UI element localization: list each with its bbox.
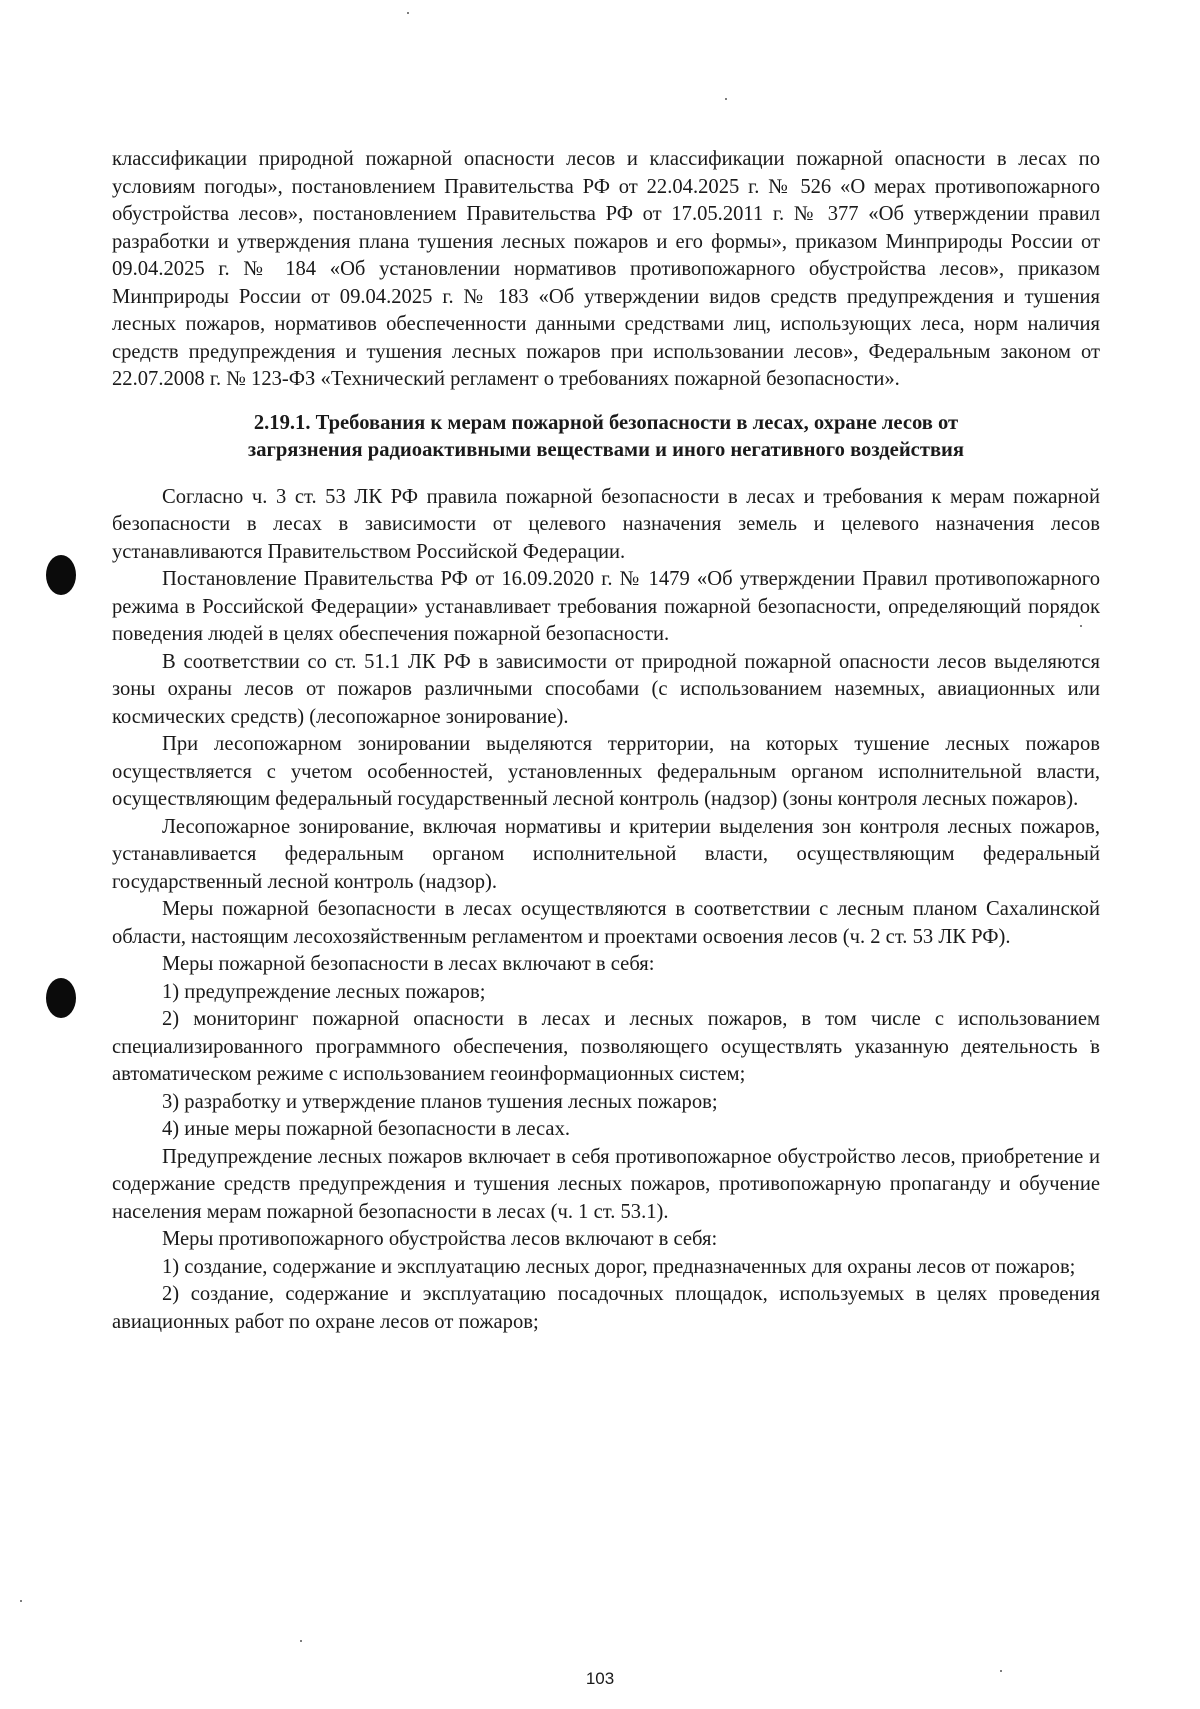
list-item: 4) иные меры пожарной безопасности в лесах. xyxy=(162,1118,571,1140)
list-item: 2) мониторинг пожарной опасности в лесах и лесных пожаров, в том числе с использованием специализированного программного обеспечения, позволяющего осуществлять указанную деятельность в автоматическом режиме с использованием геоинформационных систем; xyxy=(112,1008,1100,1085)
paragraph: В соответствии со ст. 51.1 ЛК РФ в зависимости от природной пожарной опасности лесов выделяются зоны охраны лесов от пожаров различными способами (с использованием наземных, авиационных или космических средств) (лесопожарное зонирование). xyxy=(112,650,1100,728)
section-heading-line: загрязнения радиоактивными веществами и иного негативного воздействия xyxy=(247,439,965,461)
list-item: 1) создание, содержание и эксплуатацию лесных дорог, предназначенных для охраны лесов от пожаров; xyxy=(162,1255,1076,1278)
list-item: 2) создание, содержание и эксплуатацию посадочных площадок, используемых в целях проведения авиационных работ по охране лесов от пожаров; xyxy=(112,1283,1100,1333)
paragraph: Меры пожарной безопасности в лесах включают в себя: xyxy=(162,953,655,975)
binder-hole xyxy=(46,978,76,1018)
section-heading xyxy=(112,410,1100,465)
list-item: 1) предупреждение лесных пожаров; xyxy=(162,980,486,1003)
binder-hole xyxy=(46,555,76,595)
document-body xyxy=(112,146,1100,1336)
scan-speck xyxy=(725,98,727,100)
page-number: 103 xyxy=(585,1669,615,1688)
paragraph: Предупреждение лесных пожаров включает в себя противопожарное обустройство лесов, приобретение и содержание средств предупреждения и тушения лесных пожаров, противопожарную пропаганду и обучение населения мерам пожарной безопасности в лесах (ч. 1 ст. 53.1). xyxy=(112,1145,1100,1223)
paragraph: Лесопожарное зонирование, включая нормативы и критерии выделения зон контроля лесных пожаров, устанавливается федеральным органом исполнительной власти, осуществляющим федеральный государственный лесной контроль (надзор). xyxy=(112,815,1100,893)
paragraph: Меры противопожарного обустройства лесов включают в себя: xyxy=(162,1228,718,1250)
intro-paragraph: классификации природной пожарной опасности лесов и классификации пожарной опасности в лесах по условиям погоды», постановлением Правительства РФ от 22.04.2025 г. № 526 «О мерах противопожарного обустройства лесов», постановлением Правительства РФ от 17.05.2011 г. № 377 «Об утверждении правил разработки и утверждения плана тушения лесных пожаров и его формы», приказом Минприроды России от 09.04.2025 г. № 184 «Об установлении нормативов противопожарного обустройства лесов», приказом Минприроды России от 09.04.2025 г. № 183 «Об утверждении видов средств предупреждения и тушения лесных пожаров, нормативов обеспеченности данными средствами лиц, использующих леса, норм наличия средств предупреждения и тушения лесных пожаров при использовании лесов», Федеральным законом от 22.07.2008 г. № 123-ФЗ «Технический регламент о требованиях пожарной безопасности». xyxy=(112,148,1100,390)
paragraph: При лесопожарном зонировании выделяются территории, на которых тушение лесных пожаров осуществляется с учетом особенностей, установленных федеральным органом исполнительной власти, осуществляющим федеральный государственный лесной контроль (надзор) (зоны контроля лесных пожаров). xyxy=(112,733,1100,810)
list-item: 3) разработку и утверждение планов тушения лесных пожаров; xyxy=(162,1090,718,1113)
paragraph: Согласно ч. 3 ст. 53 ЛК РФ правила пожарной безопасности в лесах и требования к мерам пожарной безопасности в лесах в зависимости от целевого назначения земель и целевого назначения лесов устанавливаются Правительством Российской Федерации. xyxy=(112,485,1100,563)
paragraph: Меры пожарной безопасности в лесах осуществляются в соответствии с лесным планом Сахалинской области, настоящим лесохозяйственным регламентом и проектами освоения лесов (ч. 2 ст. 53 ЛК РФ). xyxy=(112,898,1100,948)
paragraph: Постановление Правительства РФ от 16.09.2020 г. № 1479 «Об утверждении Правил противопожарного режима в Российской Федерации» устанавливает требования пожарной безопасности, определяющий порядок поведения людей в целях обеспечения пожарной безопасности. xyxy=(112,568,1100,645)
scan-speck xyxy=(300,1640,302,1642)
scan-speck xyxy=(20,1600,22,1602)
section-heading-line: 2.19.1. Требования к мерам пожарной безопасности в лесах, охране лесов от xyxy=(253,411,959,434)
scan-speck xyxy=(407,12,409,14)
